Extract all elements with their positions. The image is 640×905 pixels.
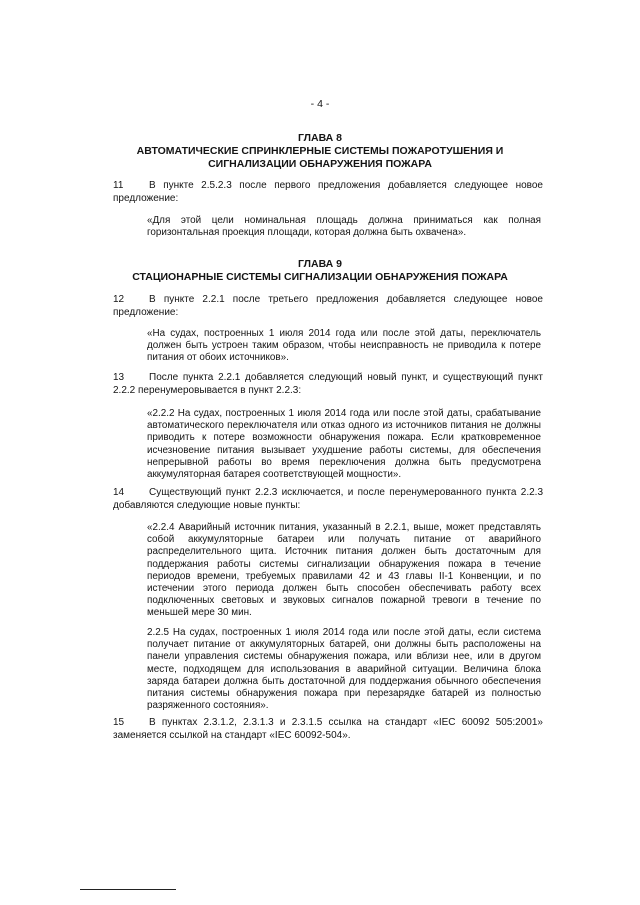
paragraph-number: 15: [113, 717, 125, 728]
chapter-9-subtitle: СТАЦИОНАРНЫЕ СИСТЕМЫ СИГНАЛИЗАЦИИ ОБНАРУЖЕНИЯ ПОЖАРА: [132, 271, 508, 283]
paragraph-number: 13: [113, 372, 125, 383]
quote-13: «2.2.2 На судах, построенных 1 июля 2014 года или после этой даты, срабатывание автоматического переключателя или отказ одного из источников питания не должны приводить к потере возможности обнаружения пожара. Если кратковременное исчезновение питания вызывает ухудшение работы системы, для обеспечения непрерывной работы во время переключения должна быть предусмотрена аккумуляторная батарея соответствующей мощности».: [147, 408, 541, 481]
paragraph-text: В пункте 2.2.1 после третьего предложения добавляется следующее новое предложение:: [113, 294, 543, 318]
paragraph-text: В пунктах 2.3.1.2, 2.3.1.3 и 2.3.1.5 ссылка на стандарт «IEC 60092 505:2001» заменяется ссылкой на стандарт «IEC 60092-504».: [113, 717, 543, 741]
paragraph-13: [113, 372, 543, 397]
paragraph-number: 14: [113, 487, 125, 498]
paragraph-number: 11: [113, 180, 124, 191]
paragraph-12: [113, 294, 543, 319]
paragraph-text: После пункта 2.2.1 добавляется следующий новый пункт, и существующий пункт 2.2.2 перенумеровывается в пункт 2.2.3:: [113, 372, 543, 396]
quote-12: «На судах, построенных 1 июля 2014 года или после этой даты, переключатель должен быть устроен таким образом, чтобы неисправность не приводила к потере питания от обоих источников».: [147, 328, 541, 364]
paragraph-text: Существующий пункт 2.2.3 исключается, и после перенумерованного пункта 2.2.3 добавляются следующие новые пункты:: [113, 487, 543, 511]
chapter-9-title: ГЛАВА 9: [297, 258, 343, 270]
footnote-rule: [80, 889, 176, 890]
paragraph-15: [113, 717, 543, 742]
chapter-8-subtitle: АВТОМАТИЧЕСКИЕ СПРИНКЛЕРНЫЕ СИСТЕМЫ ПОЖАРОТУШЕНИЯ И СИГНАЛИЗАЦИИ ОБНАРУЖЕНИЯ ПОЖАРА: [136, 145, 504, 170]
page-number: - 4 -: [310, 98, 330, 110]
paragraph-number: 12: [113, 294, 125, 305]
paragraph-text: В пункте 2.5.2.3 после первого предложения добавляется следующее новое предложение:: [113, 180, 543, 204]
quote-14-2-2-4: «2.2.4 Аварийный источник питания, указанный в 2.2.1, выше, может представлять собой аккумуляторные батареи или получать питание от аварийного распределительного щита. Источник питания должен быть достаточным для поддержания работы системы сигнализации обнаружения пожара в течение периодов времени, требуемых правилами 42 и 43 главы II-1 Конвенции, и по истечении этого периода должен быть способен обеспечивать работу всех подключенных световых и звуковых сигналов пожарной тревоги в течение по меньшей мере 30 мин.: [147, 522, 541, 619]
quote-14-2-2-5: 2.2.5 На судах, построенных 1 июля 2014 года или после этой даты, если система получает питание от аккумуляторных батарей, они должны быть расположены на панели управления системы обнаружения пожара, или вблизи нее, или в другом месте, подходящем для использования в аварийной ситуации. Величина блока заряда батареи должна быть достаточной для поддержания обычного обеспечения питания системы обнаружения пожара при перезарядке батарей из полностью разряженного состояния».: [147, 627, 541, 712]
paragraph-11: [113, 180, 543, 205]
paragraph-14: [113, 487, 543, 512]
quote-11: «Для этой цели номинальная площадь должна приниматься как полная горизонтальная проекция площади, которая должна быть охвачена».: [147, 215, 541, 239]
chapter-8-title: ГЛАВА 8: [297, 132, 343, 144]
